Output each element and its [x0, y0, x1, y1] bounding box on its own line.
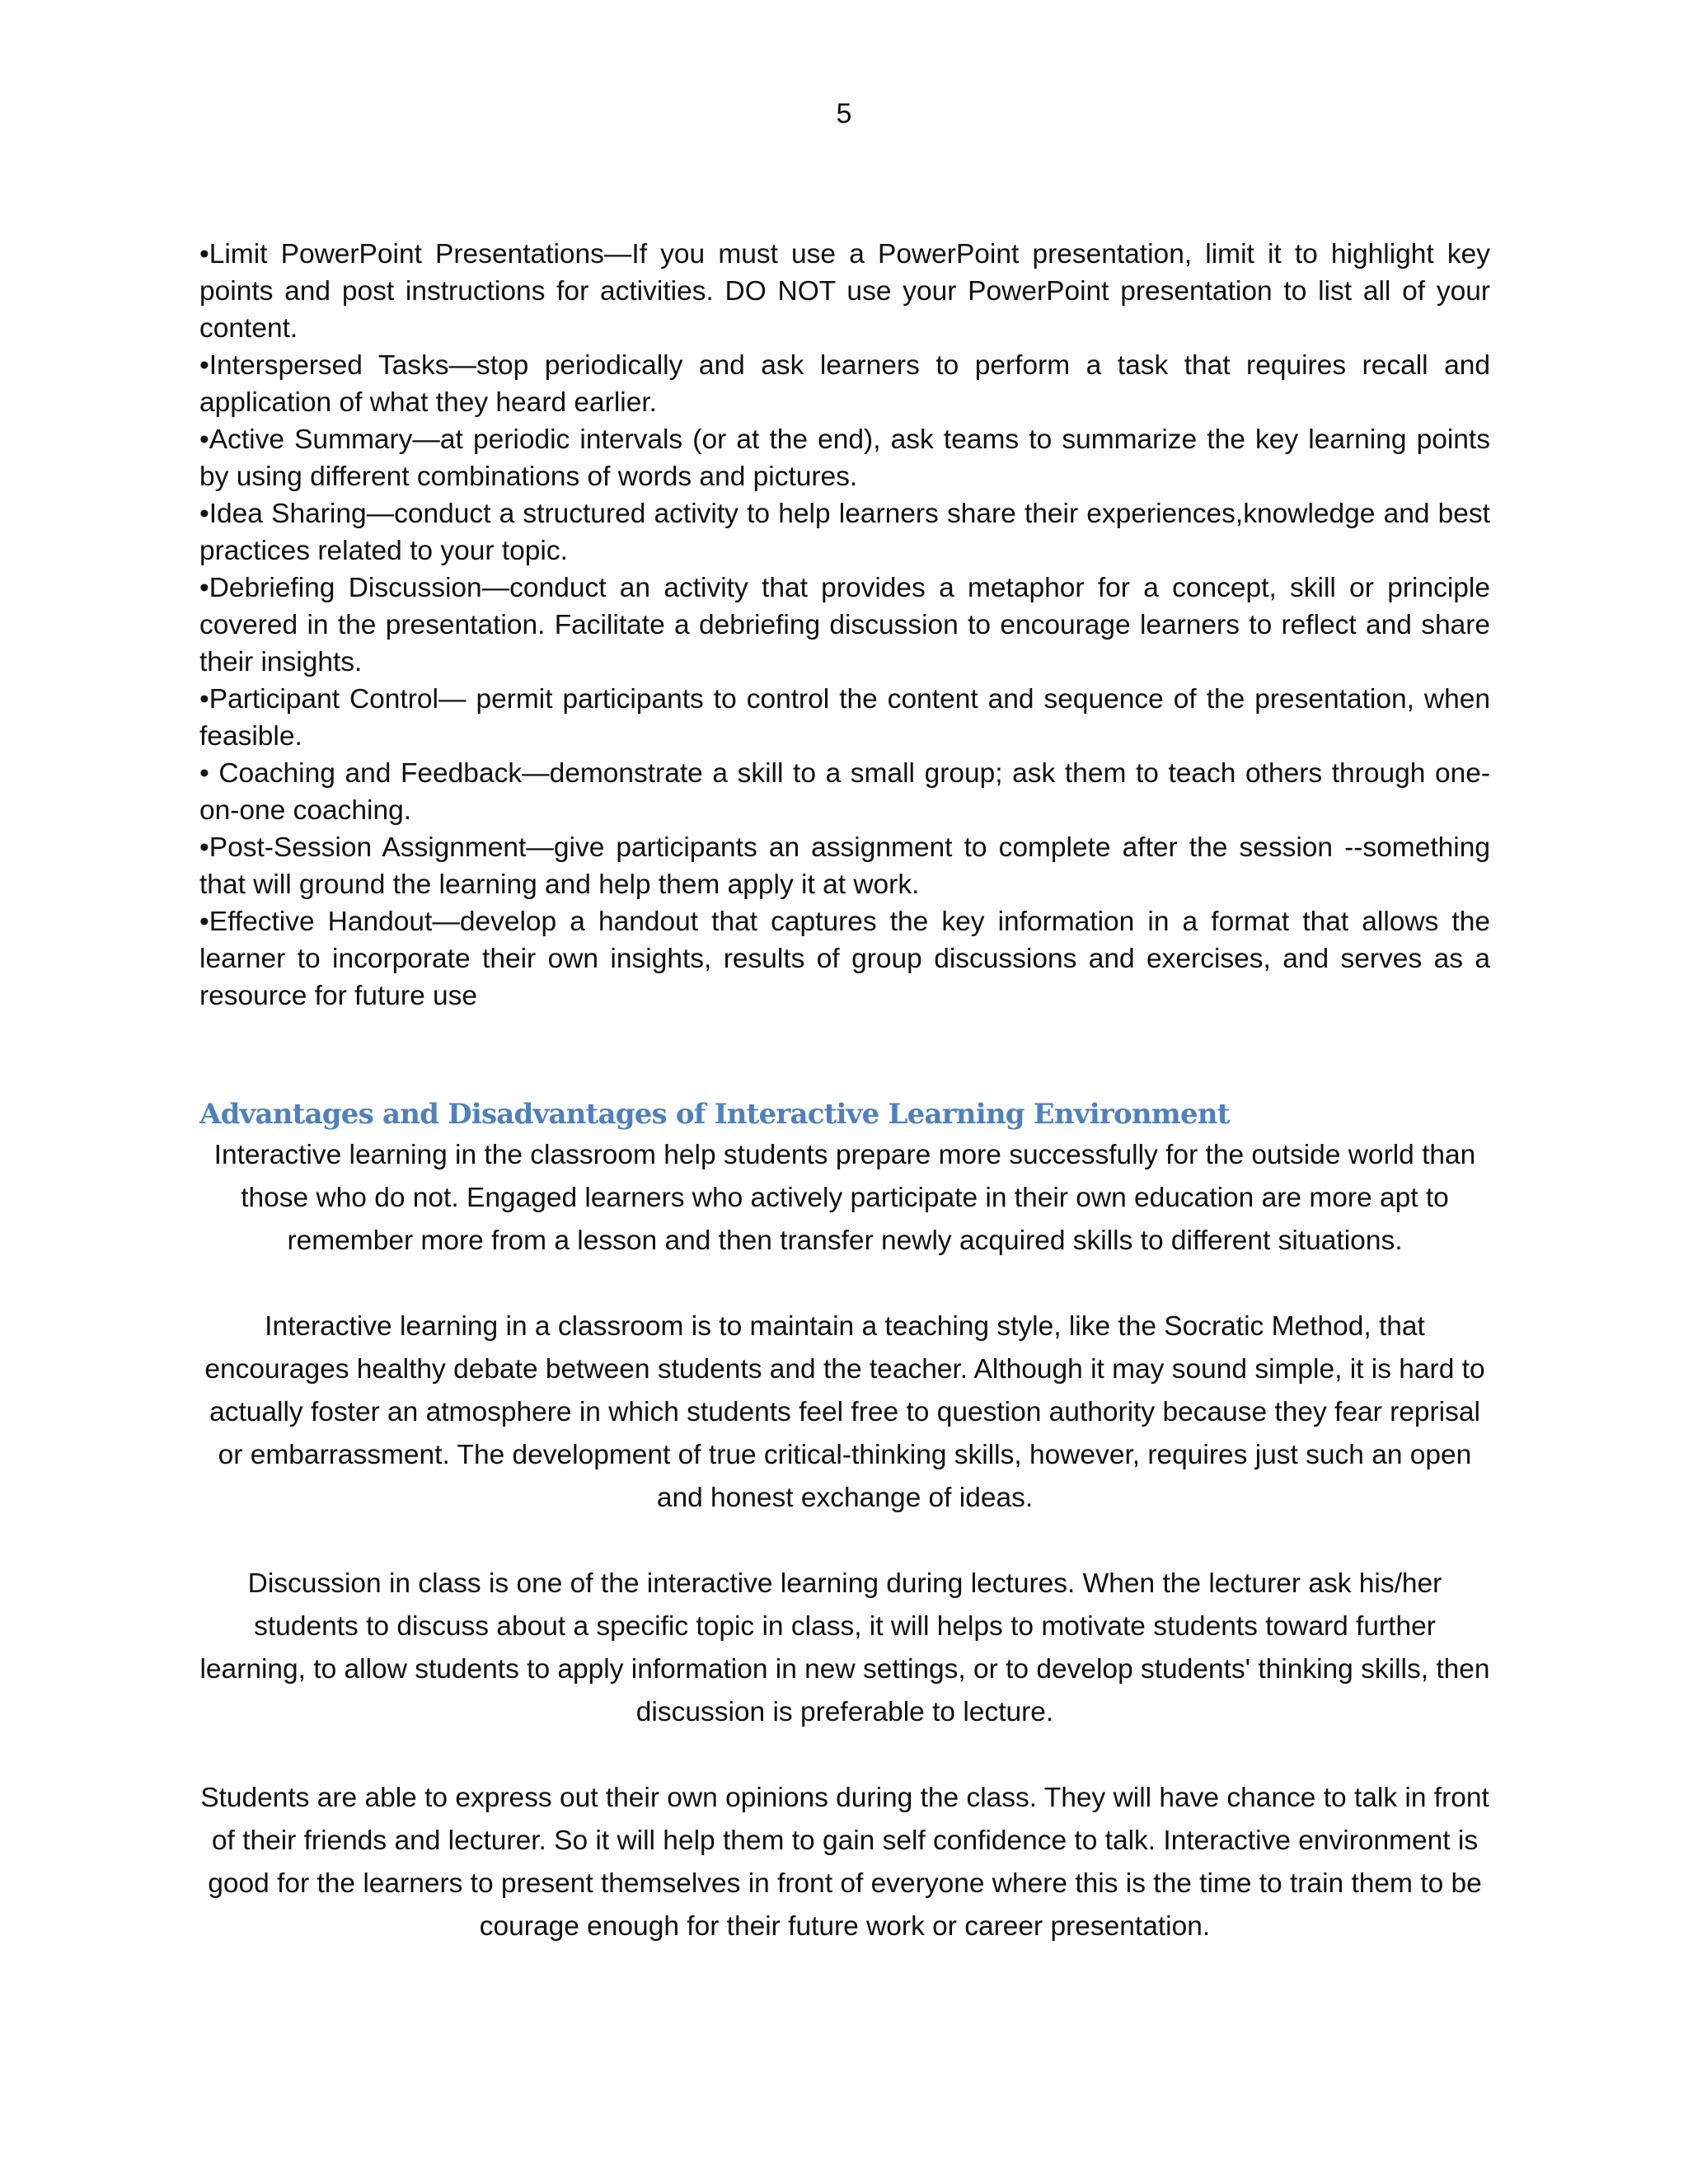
list-item: •Participant Control— permit participants to control the content and sequence of the presentation, when feasible.	[199, 684, 1490, 752]
list-item: •Effective Handout—develop a handout that captures the key information in a format that allows the learner to incorporate their own insights, results of group discussions and exercises, and serves as a resource for future use	[199, 907, 1490, 1011]
list-item: •Idea Sharing—conduct a structured activity to help learners share their experiences,knowledge and best practices related to your topic.	[199, 499, 1490, 566]
list-item: •Active Summary—at periodic intervals (or at the end), ask teams to summarize the key learning points by using different combinations of words and pictures.	[199, 424, 1490, 492]
advantages-section	[199, 1096, 1490, 1991]
body-paragraph: Students are able to express out their own opinions during the class. They will have chance to talk in front of their friends and lecturer. So it will help them to gain self confidence to talk. Interactive environment is good for the learners to present themselves in front of everyone where this is the time to train them to be courage enough for their future work or career presentation.	[200, 1783, 1489, 1942]
page-number: 5	[836, 98, 852, 129]
section-heading: Advantages and Disadvantages of Interactive Learning Environment	[199, 1098, 1230, 1131]
list-item: •Debriefing Discussion—conduct an activity that provides a metaphor for a concept, skill or principle covered in the presentation. Facilitate a debriefing discussion to encourage learners to reflect and share their insights.	[199, 573, 1490, 677]
list-item: •Interspersed Tasks—stop periodically and ask learners to perform a task that requires recall and application of what they heard earlier.	[199, 350, 1490, 418]
body-paragraph: Interactive learning in a classroom is to maintain a teaching style, like the Socratic Method, that encourages healthy debate between students and the teacher. Although it may sound simple, it is hard to actually foster an atmosphere in which students feel free to question authority because they fear reprisal or embarrassment. The development of true critical-thinking skills, however, requires just such an open and honest exchange of ideas.	[204, 1311, 1485, 1513]
list-item: •Post-Session Assignment—give participants an assignment to complete after the session --something that will ground the learning and help them apply it at work.	[199, 832, 1490, 900]
body-paragraph: Discussion in class is one of the interactive learning during lectures. When the lecturer ask his/her students to discuss about a specific topic in class, it will helps to motivate students toward further learning, to allow students to apply information in new settings, or to develop students' thinking skills, then discussion is preferable to lecture.	[199, 1568, 1490, 1727]
list-item: • Coaching and Feedback—demonstrate a skill to a small group; ask them to teach others through one-on-one coaching.	[199, 758, 1490, 826]
list-item: •Limit PowerPoint Presentations—If you must use a PowerPoint presentation, limit it to highlight key points and post instructions for activities. DO NOT use your PowerPoint presentation to list all of your content.	[199, 239, 1490, 344]
body-paragraph: Interactive learning in the classroom help students prepare more successfully for the outside world than those who do not. Engaged learners who actively participate in their own education are more apt to remember more from a lesson and then transfer newly acquired skills to different situations.	[213, 1140, 1476, 1256]
bullet-list	[199, 236, 1490, 1015]
